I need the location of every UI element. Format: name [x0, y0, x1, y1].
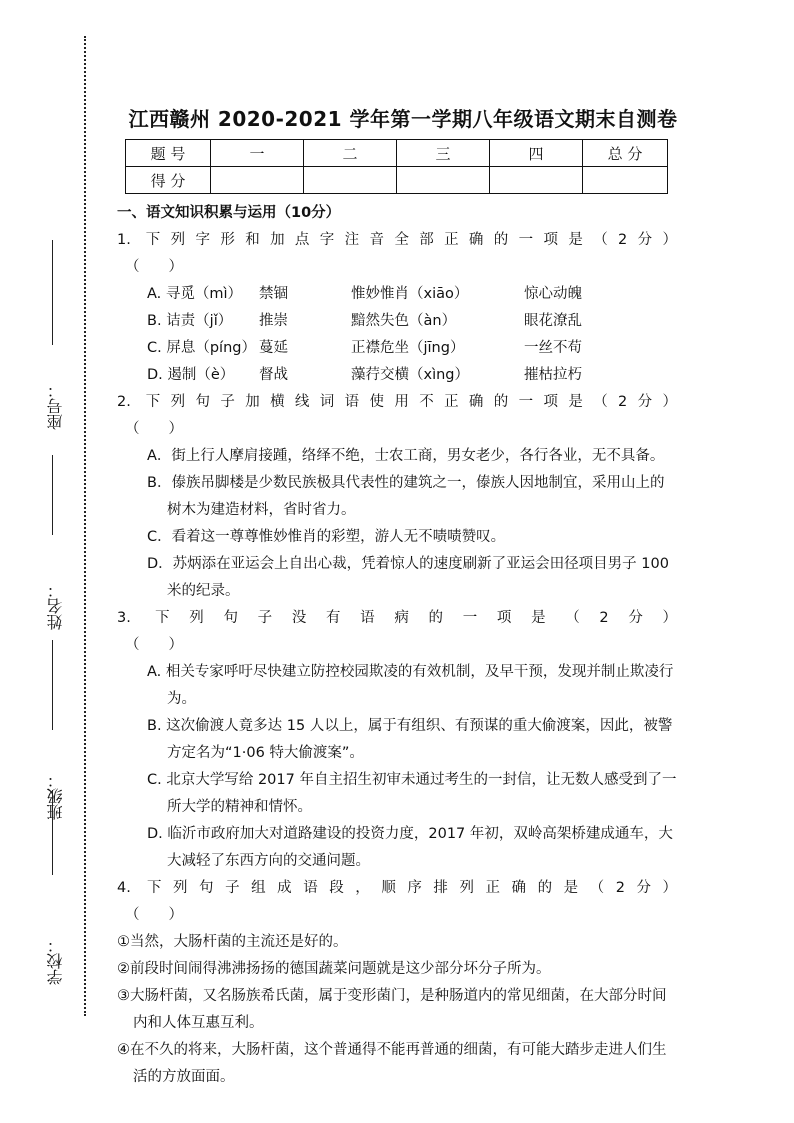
- question-3-option-c: [117, 767, 677, 821]
- question-1-option-c: [117, 335, 677, 362]
- option-text: B. 这次偷渡人竟多达 15 人以上，属于有组织、有预谋的重大偷渡案，因此，被警方定名为“1·06 特大偷渡案”。: [147, 718, 673, 761]
- score-header-label: 题 号: [126, 140, 211, 167]
- option-text: C．看着这一尊尊惟妙惟肖的彩塑，游人无不啧啧赞叹。: [147, 529, 506, 545]
- score-col-3: 三: [397, 140, 490, 167]
- school-underline: [52, 790, 53, 875]
- question-2-option-a: [117, 443, 677, 470]
- class-field: [38, 640, 78, 820]
- question-2-option-b: [117, 470, 677, 524]
- question-4-sentence-3: ③大肠杆菌，又名肠族希氏菌，属于变形菌门，是种肠道内的常见细菌，在大部分时间内和人体互惠互利。: [117, 988, 667, 1031]
- option-word: 惟妙惟肖（xiāo）: [351, 286, 469, 302]
- seat-underline: [52, 240, 53, 345]
- score-col-2: 二: [304, 140, 397, 167]
- score-table: [125, 139, 668, 194]
- option-word: 眼花潦乱: [524, 313, 582, 329]
- question-3-answer-blank[interactable]: （ ）: [125, 637, 183, 653]
- option-word: 摧枯拉朽: [524, 367, 582, 383]
- option-word: 推崇: [259, 313, 288, 329]
- name-underline: [52, 455, 53, 535]
- question-2-option-c: [117, 524, 677, 551]
- score-col-total: 总 分: [583, 140, 668, 167]
- seat-label: 座号：: [46, 382, 65, 430]
- option-word: 一丝不苟: [524, 340, 582, 356]
- option-text: D．苏炳添在亚运会上自出心裁，凭着惊人的速度刷新了亚运会田径项目男子 100 米的纪录。: [147, 556, 669, 599]
- option-word: 藻荇交横（xìng）: [351, 367, 470, 383]
- name-label: 姓名：: [46, 582, 65, 630]
- question-4-sentence-1: ①当然，大肠杆菌的主流还是好的。: [117, 934, 348, 950]
- score-cell[interactable]: [304, 167, 397, 194]
- page-title: 江西赣州 2020-2021 学年第一学期八年级语文期末自测卷: [128, 107, 678, 131]
- score-value-row: [126, 167, 668, 194]
- option-word: 禁锢: [259, 286, 288, 302]
- question-4-sentence-2: ②前段时间闹得沸沸扬扬的德国蔬菜问题就是这少部分坏分子所为。: [117, 961, 551, 977]
- option-word: D. 遏制（è）: [147, 367, 235, 383]
- name-field: [38, 455, 78, 630]
- exam-content: [117, 200, 677, 1091]
- question-1-option-a: [117, 281, 677, 308]
- score-cell[interactable]: [490, 167, 583, 194]
- option-word: 蔓延: [259, 340, 288, 356]
- seat-field: [38, 240, 78, 430]
- question-4-answer-blank[interactable]: （ ）: [125, 907, 183, 923]
- question-3-option-d: [117, 821, 677, 875]
- score-col-1: 一: [211, 140, 304, 167]
- score-cell[interactable]: [583, 167, 668, 194]
- option-word: C. 屏息（píng）: [147, 340, 256, 356]
- question-2-stem: 2. 下列句子加横线词语使用不正确的一项是（2分）: [117, 394, 677, 410]
- option-word: B. 诘责（jǐ）: [147, 313, 233, 329]
- option-word: A. 寻觅（mì）: [147, 286, 243, 302]
- option-word: 黯然失色（àn）: [351, 313, 457, 329]
- option-text: B．傣族吊脚楼是少数民族极具代表性的建筑之一，傣族人因地制宜，采用山上的树木为建造材料，省时省力。: [147, 475, 665, 518]
- school-field: [38, 790, 78, 985]
- score-value-label: 得 分: [126, 167, 211, 194]
- question-1-stem: 1. 下列字形和加点字注音全部正确的一项是（2分）: [117, 232, 677, 248]
- score-col-4: 四: [490, 140, 583, 167]
- class-underline: [52, 640, 53, 730]
- question-1-option-b: [117, 308, 677, 335]
- score-cell[interactable]: [211, 167, 304, 194]
- question-1-option-d: [117, 362, 677, 389]
- binding-dotted-line: [84, 36, 86, 1016]
- option-text: C. 北京大学写给 2017 年自主招生初审未通过考生的一封信，让无数人感受到了一所大学的精神和情怀。: [147, 772, 677, 815]
- section-heading: 一、语文知识积累与运用（10分）: [117, 205, 341, 221]
- score-header-row: [126, 140, 668, 167]
- question-2-option-d: [117, 551, 677, 605]
- question-3-stem: 3. 下列句子没有语病的一项是（2分）: [117, 610, 677, 626]
- question-4-sentence-4: ④在不久的将来，大肠杆菌，这个普通得不能再普通的细菌，有可能大踏步走进人们生活的方放面面。: [117, 1042, 667, 1085]
- score-cell[interactable]: [397, 167, 490, 194]
- option-word: 正襟危坐（jīng）: [351, 340, 465, 356]
- option-text: A. 相关专家呼吁尽快建立防控校园欺凌的有效机制，及早干预，发现并制止欺凌行为。: [147, 664, 674, 707]
- question-3-option-b: [117, 713, 677, 767]
- class-label: 班级：: [46, 772, 65, 820]
- question-1-answer-blank[interactable]: （ ）: [125, 259, 183, 275]
- option-word: 督战: [259, 367, 288, 383]
- question-3-option-a: [117, 659, 677, 713]
- option-word: 惊心动魄: [524, 286, 582, 302]
- school-label: 学校：: [46, 937, 65, 985]
- option-text: A．街上行人摩肩接踵，络绎不绝，士农工商，男女老少，各行各业，无不具备。: [147, 448, 665, 464]
- option-text: D. 临沂市政府加大对道路建设的投资力度，2017 年初，双岭高架桥建成通车，大大减轻了东西方向的交通问题。: [147, 826, 673, 869]
- question-2-answer-blank[interactable]: （ ）: [125, 421, 183, 437]
- question-4-stem: 4. 下列句子组成语段，顺序排列正确的是（2分）: [117, 880, 677, 896]
